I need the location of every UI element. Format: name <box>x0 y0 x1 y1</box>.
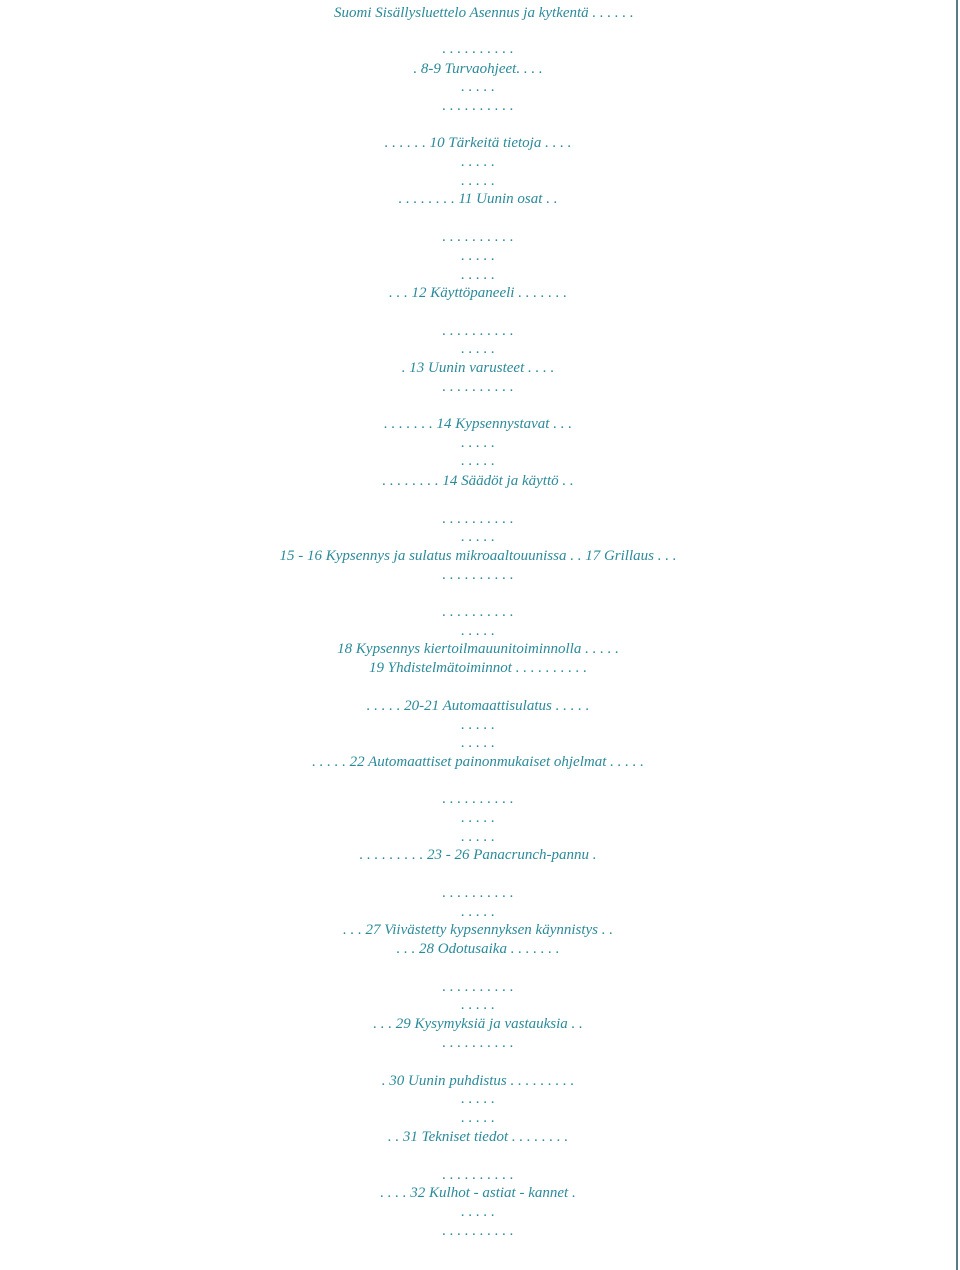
toc-line: . . . . . . 10 Tärkeitä tietoja . . . . <box>384 135 572 151</box>
toc-line: . . . 29 Kysymyksiä ja vastauksia . . <box>373 1016 583 1032</box>
toc-line: . . . . . <box>461 173 495 189</box>
toc-line: . . . . . . . . . . <box>442 979 514 995</box>
toc-heading-line: Suomi Sisällysluettelo Asennus ja kytkentä . . . . . . <box>334 5 634 21</box>
toc-line: . . . . . <box>461 154 495 170</box>
toc-line: . . . . . <box>461 248 495 264</box>
toc-line: . . . . . <box>461 623 495 639</box>
toc-line: . . . . . <box>461 1204 495 1220</box>
toc-line: . . . 12 Käyttöpaneeli . . . . . . . <box>389 285 567 301</box>
toc-line: 15 - 16 Kypsennys ja sulatus mikroaaltouunissa . . 17 Grillaus . . . <box>279 548 677 564</box>
toc-line: . . . . . <box>461 1091 495 1107</box>
toc-line: . . . . . . . . . . <box>442 379 514 395</box>
toc-line: . . . . . . . . . . <box>442 41 514 57</box>
toc-line: . . . . . <box>461 735 495 751</box>
toc-line: . . . . . . . . . . <box>442 567 514 583</box>
toc-line: . 13 Uunin varusteet . . . . <box>401 360 555 376</box>
toc-line: . . . . . <box>461 267 495 283</box>
toc-line: 18 Kypsennys kiertoilmauunitoiminnolla . . . . . <box>337 641 619 657</box>
toc-line: 19 Yhdistelmätoiminnot . . . . . . . . . . <box>369 660 587 676</box>
toc-line: . . 31 Tekniset tiedot . . . . . . . . <box>387 1129 569 1145</box>
toc-line: . . . . . <box>461 79 495 95</box>
toc-line: . . . . . . . . 14 Säädöt ja käyttö . . <box>382 473 574 489</box>
toc-line: . 8-9 Turvaohjeet. . . . <box>413 61 543 77</box>
toc-line: . . . 28 Odotusaika . . . . . . . <box>396 941 560 957</box>
toc-line: . . . 27 Viivästetty kypsennyksen käynnistys . . <box>342 922 614 938</box>
toc-line: . . . . . . . . . . <box>442 1223 514 1239</box>
toc-line: . . . . . . . . 11 Uunin osat . . <box>398 191 558 207</box>
toc-line: . . . . . . . . . . <box>442 885 514 901</box>
toc-line: . . . . . . . . . 23 - 26 Panacrunch-pannu . <box>359 847 597 863</box>
toc-line: . . . . . <box>461 810 495 826</box>
toc-line: . . . . . <box>461 529 495 545</box>
toc-line: . . . . . . . . . . <box>442 98 514 114</box>
toc-line: . . . . . <box>461 341 495 357</box>
toc-line: . . . . 32 Kulhot - astiat - kannet . <box>380 1185 576 1201</box>
toc-line: . . . . . <box>461 453 495 469</box>
toc-line: . . . . . . . 14 Kypsennystavat . . . <box>384 416 572 432</box>
toc-line: . . . . . 20-21 Automaattisulatus . . . . . <box>366 698 590 714</box>
toc-line: . . . . . <box>461 904 495 920</box>
toc-line: . . . . . . . . . . <box>442 1167 514 1183</box>
toc-line: . . . . . <box>461 997 495 1013</box>
toc-line: . . . . . . . . . . <box>442 791 514 807</box>
toc-line: . . . . . <box>461 829 495 845</box>
toc-line: . . . . . 22 Automaattiset painonmukaiset ohjelmat . . . . . <box>312 754 644 770</box>
toc-line: . . . . . . . . . . <box>442 323 514 339</box>
toc-line: . . . . . <box>461 717 495 733</box>
toc-line: . . . . . . . . . . <box>442 604 514 620</box>
toc-line: . . . . . <box>461 435 495 451</box>
toc-line: . 30 Uunin puhdistus . . . . . . . . . <box>381 1073 575 1089</box>
toc-line: . . . . . <box>461 1110 495 1126</box>
toc-line: . . . . . . . . . . <box>442 1035 514 1051</box>
toc-line: . . . . . . . . . . <box>442 229 514 245</box>
toc-line: . . . . . . . . . . <box>442 511 514 527</box>
